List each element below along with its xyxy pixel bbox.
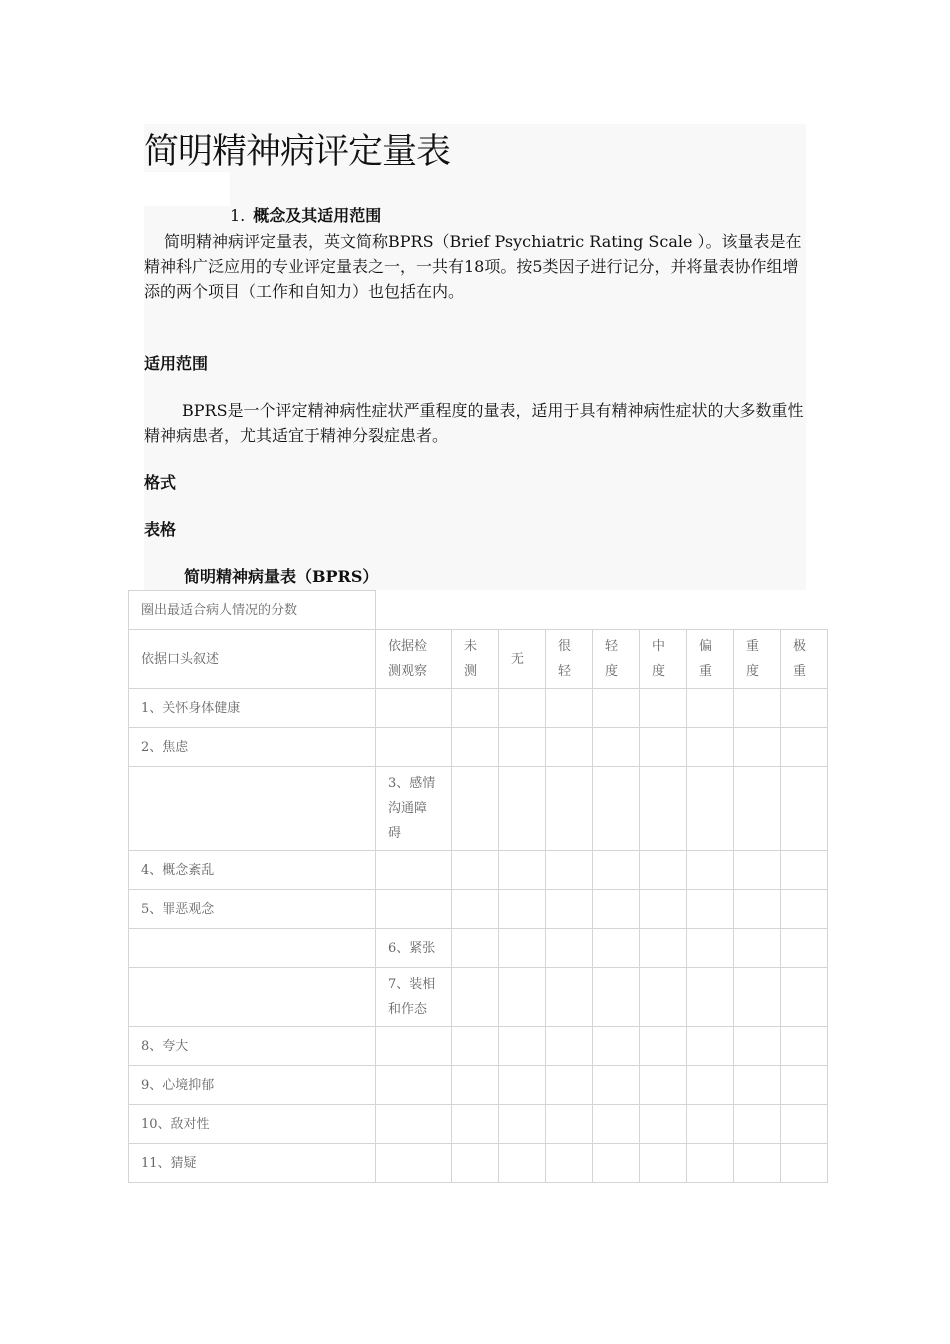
item-verbal: 2、焦虑 <box>129 728 376 767</box>
score-cell[interactable] <box>546 890 593 929</box>
score-cell[interactable] <box>640 1027 687 1066</box>
item-observed <box>376 851 452 890</box>
score-cell[interactable] <box>452 929 499 968</box>
section-heading-text: 概念及其适用范围 <box>253 206 382 225</box>
score-cell[interactable] <box>781 1105 828 1144</box>
item-observed <box>376 689 452 728</box>
intro-paragraph: 简明精神病评定量表，英文简称BPRS（Brief Psychiatric Rating Scale ）。该量表是在精神科广泛应用的专业评定量表之一，一共有18项。按5类因子进行记分，并将量表协作组增添的两个项目（工作和自知力）也包括在内。 <box>144 232 802 301</box>
score-cell[interactable] <box>499 728 546 767</box>
score-cell[interactable] <box>499 890 546 929</box>
score-cell[interactable] <box>546 689 593 728</box>
score-cell[interactable] <box>452 1105 499 1144</box>
score-cell[interactable] <box>452 1027 499 1066</box>
score-cell[interactable] <box>734 1066 781 1105</box>
score-cell[interactable] <box>734 689 781 728</box>
score-cell[interactable] <box>781 1066 828 1105</box>
table-row <box>129 767 828 851</box>
item-verbal: 9、心境抑郁 <box>129 1066 376 1105</box>
score-cell[interactable] <box>734 890 781 929</box>
score-cell[interactable] <box>687 929 734 968</box>
score-cell[interactable] <box>593 1066 640 1105</box>
score-cell[interactable] <box>781 968 828 1027</box>
item-verbal: 5、罪恶观念 <box>129 890 376 929</box>
score-cell[interactable] <box>452 851 499 890</box>
table-row <box>129 929 828 968</box>
score-cell[interactable] <box>499 1105 546 1144</box>
score-cell[interactable] <box>781 1144 828 1183</box>
score-cell[interactable] <box>640 851 687 890</box>
item-verbal <box>129 929 376 968</box>
score-cell[interactable] <box>499 1066 546 1105</box>
item-observed <box>376 1105 452 1144</box>
score-cell[interactable] <box>781 929 828 968</box>
table-heading: 表格 <box>144 520 177 539</box>
table-row <box>129 890 828 929</box>
score-cell[interactable] <box>781 890 828 929</box>
header-verbal: 依据口头叙述 <box>129 630 376 689</box>
table-row <box>129 689 828 728</box>
score-header: 未测 <box>452 630 499 689</box>
score-cell[interactable] <box>734 968 781 1027</box>
score-cell[interactable] <box>546 1066 593 1105</box>
item-observed: 7、装相和作态 <box>376 968 452 1027</box>
score-cell[interactable] <box>640 890 687 929</box>
score-cell[interactable] <box>593 689 640 728</box>
bprs-table <box>128 590 828 1183</box>
table-row <box>129 968 828 1027</box>
score-cell[interactable] <box>640 728 687 767</box>
score-cell[interactable] <box>452 890 499 929</box>
score-cell[interactable] <box>734 728 781 767</box>
score-cell[interactable] <box>593 851 640 890</box>
score-header: 偏重 <box>687 630 734 689</box>
scope-heading: 适用范围 <box>144 354 209 373</box>
table-instruction-row <box>129 591 828 630</box>
score-cell[interactable] <box>640 1066 687 1105</box>
document-background-panel <box>144 124 806 590</box>
score-cell[interactable] <box>687 689 734 728</box>
item-observed: 6、紧张 <box>376 929 452 968</box>
table-caption: 简明精神病量表（BPRS） <box>184 567 379 586</box>
score-cell[interactable] <box>593 1027 640 1066</box>
score-cell[interactable] <box>593 890 640 929</box>
score-cell[interactable] <box>687 851 734 890</box>
score-cell[interactable] <box>687 728 734 767</box>
score-cell[interactable] <box>546 968 593 1027</box>
score-cell[interactable] <box>781 1027 828 1066</box>
item-verbal: 10、敌对性 <box>129 1105 376 1144</box>
item-verbal: 1、关怀身体健康 <box>129 689 376 728</box>
section-number: 1. <box>230 206 246 225</box>
score-cell[interactable] <box>546 1027 593 1066</box>
document-title: 简明精神病评定量表 <box>144 132 451 172</box>
item-observed <box>376 1144 452 1183</box>
score-cell[interactable] <box>452 689 499 728</box>
item-verbal: 4、概念紊乱 <box>129 851 376 890</box>
score-cell[interactable] <box>687 1027 734 1066</box>
header-observed: 依据检测观察 <box>376 630 452 689</box>
score-cell[interactable] <box>499 689 546 728</box>
table-row <box>129 728 828 767</box>
score-cell[interactable] <box>499 1027 546 1066</box>
table-header-row <box>129 630 828 689</box>
score-cell[interactable] <box>734 1105 781 1144</box>
score-cell[interactable] <box>452 968 499 1027</box>
item-observed <box>376 1066 452 1105</box>
score-cell[interactable] <box>687 767 734 851</box>
score-cell[interactable] <box>546 851 593 890</box>
score-cell[interactable] <box>546 929 593 968</box>
score-header: 极重 <box>781 630 828 689</box>
section-heading <box>230 205 381 227</box>
score-header: 无 <box>499 630 546 689</box>
score-cell[interactable] <box>499 929 546 968</box>
score-cell[interactable] <box>640 968 687 1027</box>
score-cell[interactable] <box>687 968 734 1027</box>
score-cell[interactable] <box>734 1144 781 1183</box>
table-row <box>129 1066 828 1105</box>
score-header: 轻度 <box>593 630 640 689</box>
score-cell[interactable] <box>781 689 828 728</box>
score-cell[interactable] <box>546 728 593 767</box>
item-verbal: 11、猜疑 <box>129 1144 376 1183</box>
item-observed: 3、感情沟通障碍 <box>376 767 452 851</box>
score-cell[interactable] <box>734 767 781 851</box>
table-row <box>129 851 828 890</box>
score-header: 中度 <box>640 630 687 689</box>
score-cell[interactable] <box>546 1105 593 1144</box>
score-header: 重度 <box>734 630 781 689</box>
item-observed <box>376 728 452 767</box>
document-panel-notch <box>144 172 230 206</box>
table-row <box>129 1105 828 1144</box>
score-cell[interactable] <box>546 1144 593 1183</box>
score-cell[interactable] <box>499 767 546 851</box>
score-cell[interactable] <box>781 728 828 767</box>
score-cell[interactable] <box>452 767 499 851</box>
score-cell[interactable] <box>499 968 546 1027</box>
score-cell[interactable] <box>593 1105 640 1144</box>
score-cell[interactable] <box>593 1144 640 1183</box>
score-cell[interactable] <box>593 767 640 851</box>
score-cell[interactable] <box>546 767 593 851</box>
item-verbal <box>129 767 376 851</box>
score-cell[interactable] <box>781 851 828 890</box>
score-cell[interactable] <box>640 1105 687 1144</box>
item-verbal: 8、夸大 <box>129 1027 376 1066</box>
score-cell[interactable] <box>781 767 828 851</box>
item-observed <box>376 1027 452 1066</box>
score-cell[interactable] <box>452 728 499 767</box>
score-cell[interactable] <box>452 1066 499 1105</box>
score-cell[interactable] <box>687 1105 734 1144</box>
score-cell[interactable] <box>452 1144 499 1183</box>
scope-paragraph: BPRS是一个评定精神病性症状严重程度的量表，适用于具有精神病性症状的大多数重性精神病患者，尤其适宜于精神分裂症患者。 <box>144 401 804 445</box>
format-heading: 格式 <box>144 473 177 492</box>
score-cell[interactable] <box>593 968 640 1027</box>
item-verbal <box>129 968 376 1027</box>
score-cell[interactable] <box>593 929 640 968</box>
score-cell[interactable] <box>640 689 687 728</box>
item-observed <box>376 890 452 929</box>
score-cell[interactable] <box>687 1144 734 1183</box>
score-header: 很轻 <box>546 630 593 689</box>
score-cell[interactable] <box>640 929 687 968</box>
score-cell[interactable] <box>640 767 687 851</box>
table-instruction: 圈出最适合病人情况的分数 <box>129 591 376 630</box>
table-row <box>129 1144 828 1183</box>
score-cell[interactable] <box>499 1144 546 1183</box>
score-cell[interactable] <box>687 1066 734 1105</box>
score-cell[interactable] <box>687 890 734 929</box>
table-row <box>129 1027 828 1066</box>
score-cell[interactable] <box>734 851 781 890</box>
score-cell[interactable] <box>734 1027 781 1066</box>
score-cell[interactable] <box>593 728 640 767</box>
score-cell[interactable] <box>499 851 546 890</box>
score-cell[interactable] <box>640 1144 687 1183</box>
score-cell[interactable] <box>734 929 781 968</box>
